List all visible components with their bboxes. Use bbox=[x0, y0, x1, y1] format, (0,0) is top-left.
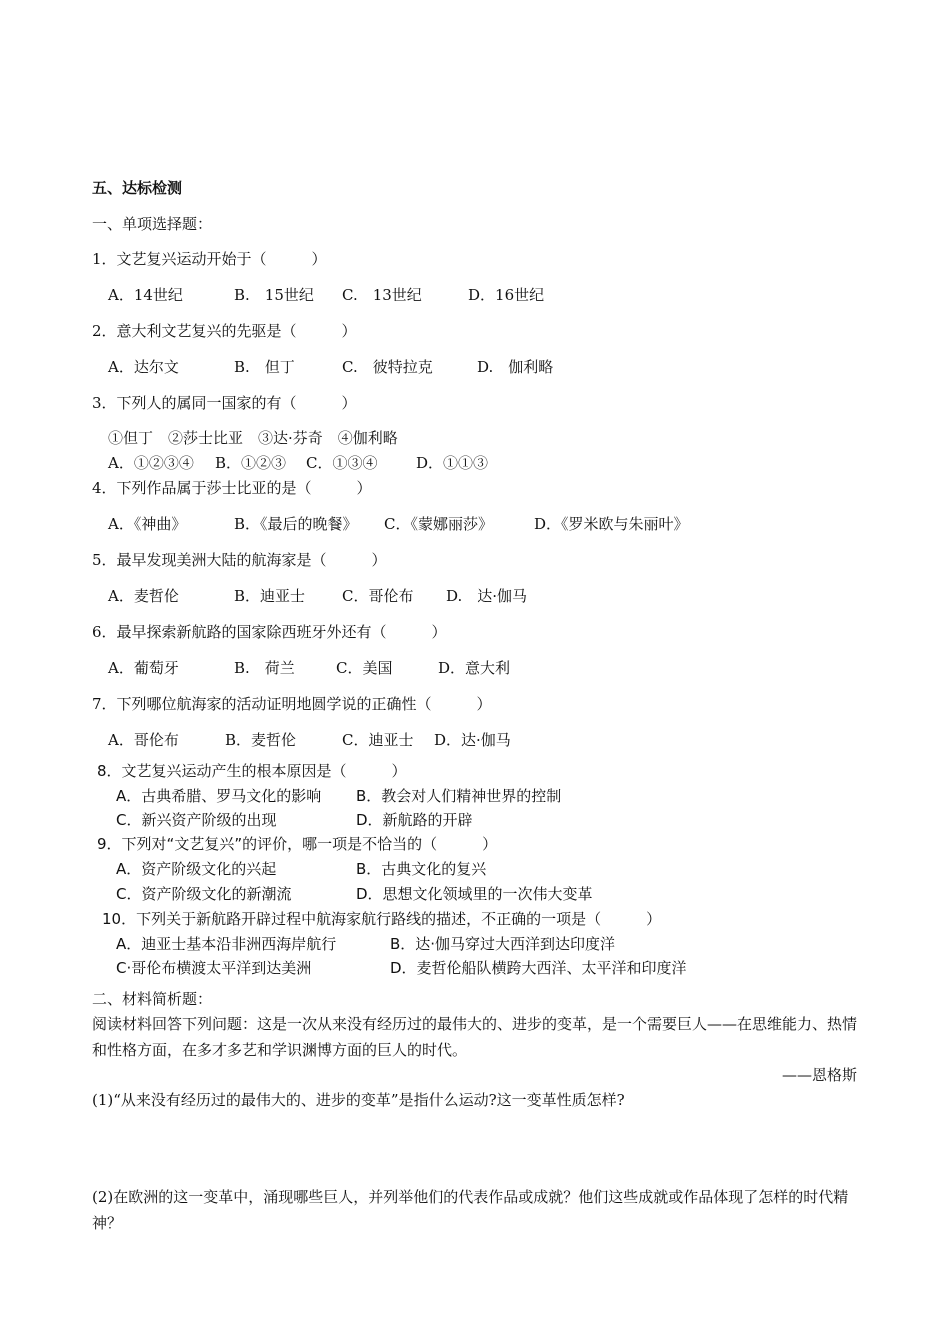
q7-option-d: D．达·伽马 bbox=[434, 731, 511, 749]
q3-items: ①但丁 ②莎士比亚 ③达·芬奇 ④伽利略 bbox=[108, 429, 398, 447]
q5-option-c: C．哥伦布 bbox=[342, 587, 414, 605]
part1-title: 一、单项选择题： bbox=[92, 215, 213, 233]
q8-option-a: A．古典希腊、罗马文化的影响 bbox=[116, 787, 322, 805]
q1-option-c: C. 13世纪 bbox=[342, 286, 422, 304]
question-5: 5．最早发现美洲大陆的航海家是（ ） bbox=[92, 551, 387, 569]
q7-option-b: B．麦哲伦 bbox=[225, 731, 297, 749]
q4-option-a: A．《神曲》 bbox=[108, 515, 187, 533]
question-2: 2．意大利文艺复兴的先驱是（ ） bbox=[92, 322, 357, 340]
sub-question-2: (2)在欧洲的这一变革中，涌现哪些巨人，并列举他们的代表作品或成就？他们这些成就或作品体现了怎样的时代精神？ bbox=[92, 1188, 849, 1232]
question-10: 10．下列关于新航路开辟过程中航海家航行路线的描述，不正确的一项是（ ） bbox=[102, 910, 662, 928]
q6-option-c: C．美国 bbox=[336, 659, 393, 677]
section-title: 五、达标检测 bbox=[92, 179, 183, 197]
q8-option-d: D．新航路的开辟 bbox=[356, 811, 473, 829]
q4-option-c: C．《蒙娜丽莎》 bbox=[384, 515, 493, 533]
q10-option-c: C·哥伦布横渡太平洋到达美洲 bbox=[116, 959, 312, 977]
q9-option-d: D．思想文化领域里的一次伟大变革 bbox=[356, 885, 593, 903]
part2-title: 二、材料简析题： bbox=[92, 990, 213, 1008]
q10-option-b: B．达·伽马穿过大西洋到达印度洋 bbox=[390, 935, 616, 953]
q9-option-b: B．古典文化的复兴 bbox=[356, 860, 487, 878]
q1-option-a: A．14世纪 bbox=[108, 286, 183, 304]
q3-option-a: A．①②③④ bbox=[108, 454, 194, 472]
q7-option-a: A．哥伦布 bbox=[108, 731, 179, 749]
q6-option-a: A．葡萄牙 bbox=[108, 659, 179, 677]
question-4: 4．下列作品属于莎士比亚的是（ ） bbox=[92, 479, 372, 497]
q3-option-b: B．①②③ bbox=[215, 454, 287, 472]
attribution: ——恩格斯 bbox=[782, 1066, 858, 1084]
q4-option-d: D．《罗米欧与朱丽叶》 bbox=[534, 515, 689, 533]
q7-option-c: C．迪亚士 bbox=[342, 731, 414, 749]
material-paragraph: 阅读材料回答下列问题：这是一次从来没有经历过的最伟大的、进步的变革，是一个需要巨人——在思维能力、热情和性格方面，在多才多艺和学识渊博方面的巨人的时代。 bbox=[92, 1015, 858, 1059]
q2-option-a: A．达尔文 bbox=[108, 358, 179, 376]
q8-option-b: B．教会对人们精神世界的控制 bbox=[356, 787, 562, 805]
q3-option-c: C．①③④ bbox=[306, 454, 378, 472]
question-6: 6．最早探索新航路的国家除西班牙外还有（ ） bbox=[92, 623, 447, 641]
sub-question-1: (1)“从来没有经历过的最伟大的、进步的变革”是指什么运动?这一变革性质怎样? bbox=[92, 1091, 625, 1109]
question-3: 3．下列人的属同一国家的有（ ） bbox=[92, 394, 357, 412]
q6-option-d: D．意大利 bbox=[438, 659, 511, 677]
q1-option-d: D．16世纪 bbox=[468, 286, 545, 304]
q3-option-d: D．①①③ bbox=[416, 454, 489, 472]
question-8: 8．文艺复兴运动产生的根本原因是（ ） bbox=[97, 762, 407, 780]
question-1: 1．文艺复兴运动开始于（ ） bbox=[92, 250, 327, 268]
question-7: 7．下列哪位航海家的活动证明地圆学说的正确性（ ） bbox=[92, 695, 492, 713]
q2-option-b: B. 但丁 bbox=[234, 358, 295, 376]
q4-option-b: B．《最后的晚餐》 bbox=[234, 515, 358, 533]
q10-option-d: D．麦哲伦船队横跨大西洋、太平洋和印度洋 bbox=[390, 959, 687, 977]
q9-option-c: C．资产阶级文化的新潮流 bbox=[116, 885, 292, 903]
q6-option-b: B. 荷兰 bbox=[234, 659, 295, 677]
q9-option-a: A．资产阶级文化的兴起 bbox=[116, 860, 277, 878]
q8-option-c: C．新兴资产阶级的出现 bbox=[116, 811, 277, 829]
q2-option-d: D. 伽利略 bbox=[477, 358, 554, 376]
q5-option-d: D. 达·伽马 bbox=[446, 587, 528, 605]
q5-option-a: A．麦哲伦 bbox=[108, 587, 179, 605]
q5-option-b: B．迪亚士 bbox=[234, 587, 306, 605]
q10-option-a: A．迪亚士基本沿非洲西海岸航行 bbox=[116, 935, 337, 953]
q2-option-c: C. 彼特拉克 bbox=[342, 358, 433, 376]
q1-option-b: B. 15世纪 bbox=[234, 286, 314, 304]
question-9: 9．下列对“文艺复兴”的评价，哪一项是不恰当的（ ） bbox=[97, 835, 498, 853]
